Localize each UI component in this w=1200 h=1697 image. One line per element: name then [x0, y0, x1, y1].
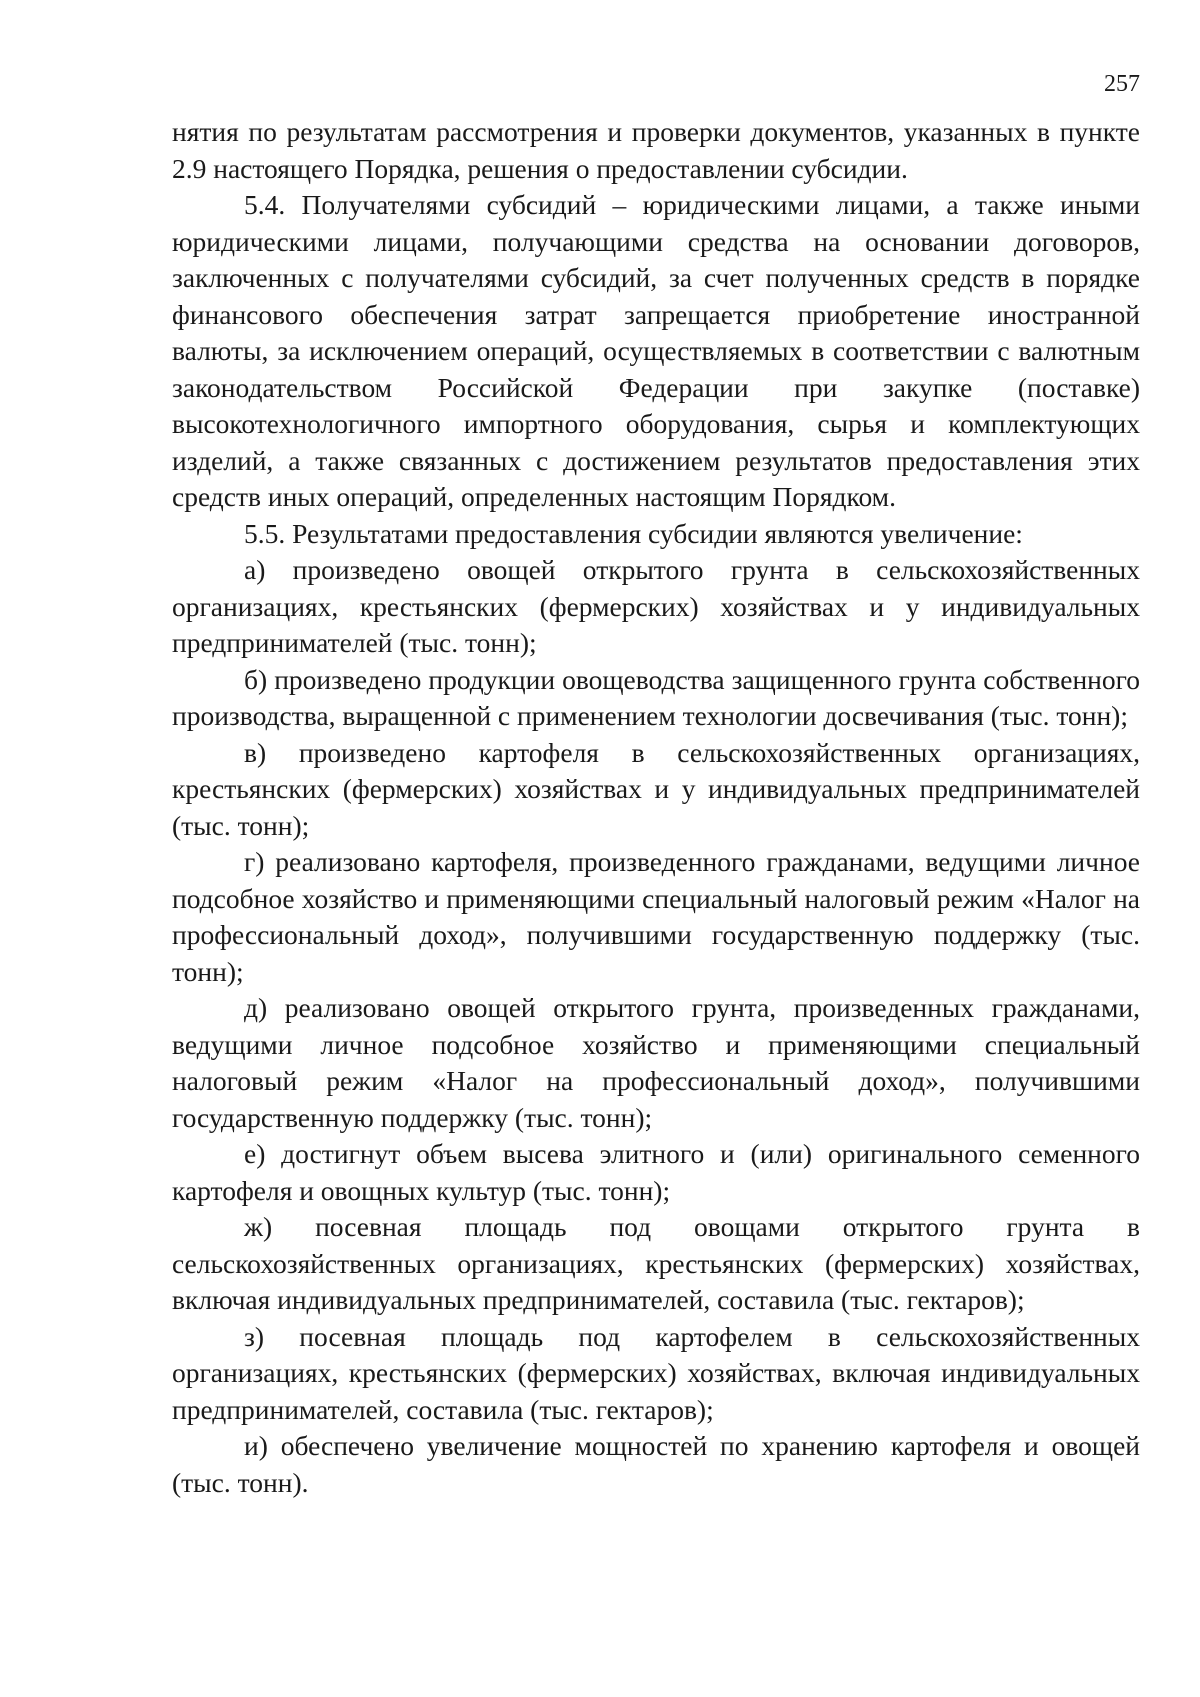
list-item-v: в) произведено картофеля в сельскохозяйственных организациях, крестьянских (фермерских) хозяйствах и у индивидуальных предпринимателей (тыс. тонн); — [172, 736, 1140, 841]
list-item-b: б) произведено продукции овощеводства защищенного грунта собственного производства, выращенной с применением технологии досвечивания (тыс. тонн); — [172, 663, 1140, 731]
list-item-zh: ж) посевная площадь под овощами открытого грунта в сельскохозяйственных организациях, крестьянских (фермерских) хозяйствах, включая индивидуальных предпринимателей, составила (тыс. гектаров); — [172, 1211, 1140, 1315]
paragraph-continuation: нятия по результатам рассмотрения и проверки документов, указанных в пункте 2.9 настоящего Порядка, решения о предоставлении субсидии. — [172, 116, 1140, 184]
list-item-a: а) произведено овощей открытого грунта в сельскохозяйственных организациях, крестьянских (фермерских) хозяйствах и у индивидуальных предпринимателей (тыс. тонн); — [172, 554, 1140, 658]
list-item-g: г) реализовано картофеля, произведенного гражданами, ведущими личное подсобное хозяйство и применяющими специальный налоговый режим «Налог на профессиональный доход», получившими государственную поддержку (тыс. тонн); — [172, 846, 1140, 987]
list-item-i: и) обеспечено увеличение мощностей по хранению картофеля и овощей (тыс. тонн). — [172, 1430, 1140, 1498]
document-body — [172, 114, 1140, 1501]
list-item-z: з) посевная площадь под картофелем в сельскохозяйственных организациях, крестьянских (фермерских) хозяйствах, включая индивидуальных предпринимателей, составила (тыс. гектаров); — [172, 1320, 1140, 1425]
list-item-e: е) достигнут объем высева элитного и (или) оригинального семенного картофеля и овощных культур (тыс. тонн); — [172, 1138, 1140, 1206]
paragraph-5-5: 5.5. Результатами предоставления субсидии являются увеличение: — [244, 517, 1023, 549]
list-item-d: д) реализовано овощей открытого грунта, произведенных гражданами, ведущими личное подсобное хозяйство и применяющими специальный налоговый режим «Налог на профессиональный доход», получившими государственную поддержку (тыс. тонн); — [172, 992, 1140, 1133]
paragraph-5-4: 5.4. Получателями субсидий – юридическими лицами, а также иными юридическими лицами, получающими средства на основании договоров, заключенных с получателями субсидий, за счет полученных средств в порядке финансового обеспечения затрат запрещается приобретение иностранной валюты, за исключением операций, осуществляемых в соответствии с валютным законодательством Российской Федерации при закупке (поставке) высокотехнологичного импортного оборудования, сырья и комплектующих изделий, а также связанных с достижением результатов предоставления этих средств иных операций, определенных настоящим Порядком. — [172, 189, 1140, 512]
page-number: 257 — [1104, 71, 1140, 97]
